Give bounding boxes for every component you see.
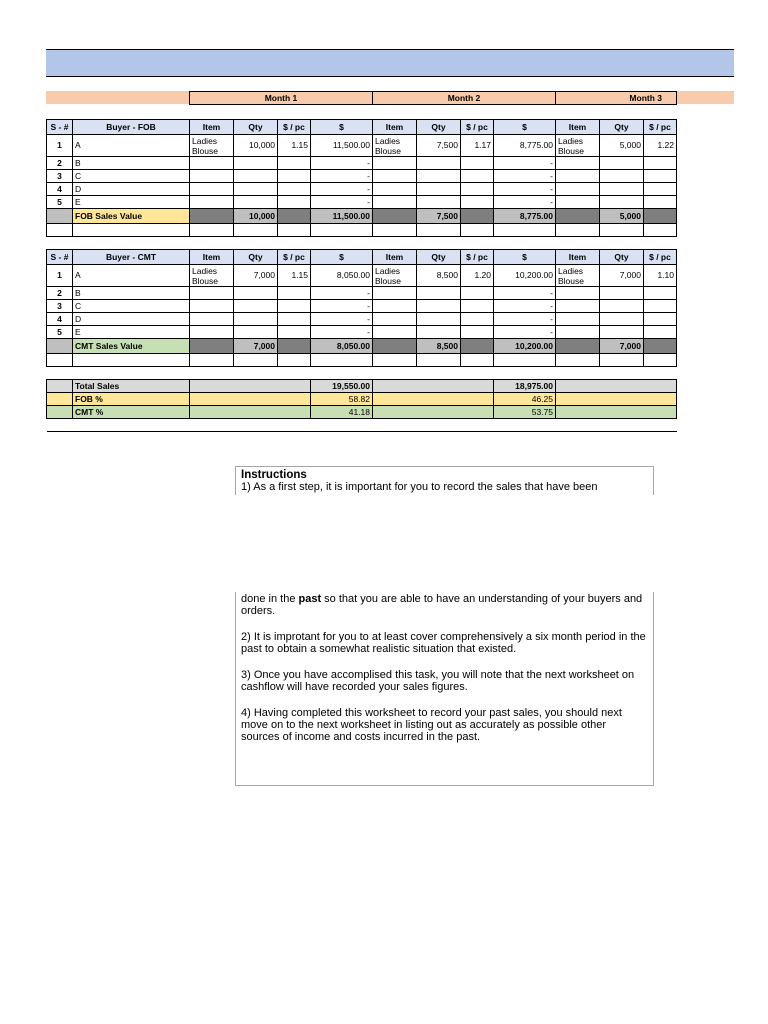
cell[interactable]: 1.17: [461, 135, 494, 157]
cell[interactable]: 7,500: [417, 135, 461, 157]
cell[interactable]: D: [73, 313, 190, 326]
cell[interactable]: 8,775.00: [494, 209, 556, 224]
cell[interactable]: 4: [47, 183, 73, 196]
table-row: [47, 196, 677, 209]
cell[interactable]: Ladies Blouse: [190, 135, 234, 157]
col-header[interactable]: $ / pc: [278, 120, 311, 135]
cell[interactable]: B: [73, 287, 190, 300]
cell[interactable]: -: [311, 300, 373, 313]
col-header[interactable]: Qty: [234, 250, 278, 265]
cell[interactable]: 1: [47, 265, 73, 287]
cell[interactable]: 2: [47, 287, 73, 300]
cell[interactable]: 5,000: [600, 135, 644, 157]
cell[interactable]: 58.82: [311, 393, 373, 406]
cell[interactable]: 41.18: [311, 406, 373, 419]
cell[interactable]: 5,000: [600, 209, 644, 224]
fob-header-row: [47, 120, 677, 135]
cell[interactable]: -: [494, 170, 556, 183]
instruction-step-3: 3) Once you have accomplised this task, you will note that the next worksheet on cashflow will have recorded your sales figures.: [241, 669, 635, 693]
col-header[interactable]: Item: [373, 120, 417, 135]
col-header[interactable]: Qty: [234, 120, 278, 135]
instructions-textbox[interactable]: [235, 466, 654, 786]
cell[interactable]: Ladies Blouse: [556, 135, 600, 157]
cell[interactable]: -: [311, 287, 373, 300]
cmt-sales-value-label[interactable]: CMT Sales Value: [73, 339, 190, 354]
cell[interactable]: E: [73, 196, 190, 209]
col-header[interactable]: $ / pc: [461, 250, 494, 265]
cell[interactable]: 8,500: [417, 339, 461, 354]
col-header[interactable]: S - #: [47, 250, 73, 265]
cell[interactable]: -: [494, 300, 556, 313]
month-header-row: [47, 92, 677, 105]
fob-pct-row: [47, 393, 677, 406]
cell[interactable]: 8,050.00: [311, 265, 373, 287]
cmt-pct-label[interactable]: CMT %: [73, 406, 190, 419]
fob-sales-value-label[interactable]: FOB Sales Value: [73, 209, 190, 224]
col-header[interactable]: Item: [190, 120, 234, 135]
col-header[interactable]: Item: [373, 250, 417, 265]
cell[interactable]: 46.25: [494, 393, 556, 406]
cell[interactable]: Ladies Blouse: [556, 265, 600, 287]
cell[interactable]: B: [73, 157, 190, 170]
cell[interactable]: A: [73, 135, 190, 157]
col-header[interactable]: Buyer - FOB: [73, 120, 190, 135]
cell[interactable]: 8,500: [417, 265, 461, 287]
table-row: [47, 265, 677, 287]
col-header[interactable]: $ / pc: [644, 120, 677, 135]
col-header[interactable]: $: [311, 120, 373, 135]
col-header[interactable]: $ / pc: [644, 250, 677, 265]
cell[interactable]: 7,500: [417, 209, 461, 224]
col-header[interactable]: S - #: [47, 120, 73, 135]
cell[interactable]: C: [73, 300, 190, 313]
table-row: [47, 135, 677, 157]
month-3-header: Month 3: [556, 92, 677, 105]
cell[interactable]: 7,000: [234, 265, 278, 287]
cell[interactable]: 3: [47, 170, 73, 183]
col-header[interactable]: Qty: [417, 120, 461, 135]
cell[interactable]: 11,500.00: [311, 135, 373, 157]
cell[interactable]: 10,200.00: [494, 265, 556, 287]
col-header[interactable]: Buyer - CMT: [73, 250, 190, 265]
cell[interactable]: 1.22: [644, 135, 677, 157]
col-header[interactable]: Item: [556, 120, 600, 135]
cell[interactable]: 11,500.00: [311, 209, 373, 224]
col-header[interactable]: $: [494, 250, 556, 265]
cell[interactable]: -: [494, 326, 556, 339]
cell[interactable]: 1: [47, 135, 73, 157]
table-row: [47, 313, 677, 326]
cell[interactable]: 19,550.00: [311, 380, 373, 393]
total-sales-label[interactable]: Total Sales: [73, 380, 190, 393]
cell[interactable]: -: [311, 157, 373, 170]
table-row: [47, 300, 677, 313]
col-header[interactable]: Qty: [600, 120, 644, 135]
cell[interactable]: D: [73, 183, 190, 196]
table-row: [47, 170, 677, 183]
cell[interactable]: -: [311, 313, 373, 326]
instruction-step-2: 2) It is improtant for you to at least cover comprehensively a six month period in the past to obtain a somewhat realistic situation that existed.: [241, 631, 646, 655]
fob-pct-label[interactable]: FOB %: [73, 393, 190, 406]
cell[interactable]: 10,000: [234, 135, 278, 157]
month-1-header: Month 1: [190, 92, 373, 105]
instruction-line-1: 1) As a first step, it is important for you to record the sales that have been: [241, 481, 598, 493]
cell[interactable]: -: [311, 196, 373, 209]
cmt-total-row: [47, 339, 677, 354]
cell[interactable]: 7,000: [234, 339, 278, 354]
month-2-header: Month 2: [373, 92, 556, 105]
cell[interactable]: A: [73, 265, 190, 287]
cell[interactable]: Ladies Blouse: [373, 135, 417, 157]
cell[interactable]: -: [494, 287, 556, 300]
col-header[interactable]: Qty: [417, 250, 461, 265]
cell[interactable]: -: [311, 170, 373, 183]
cell[interactable]: E: [73, 326, 190, 339]
cell[interactable]: 18,975.00: [494, 380, 556, 393]
cell[interactable]: 7,000: [600, 265, 644, 287]
table-row: [47, 287, 677, 300]
cell[interactable]: 5: [47, 326, 73, 339]
cell[interactable]: C: [73, 170, 190, 183]
instructions-title: Instructions: [241, 469, 307, 481]
col-header[interactable]: Item: [556, 250, 600, 265]
cell[interactable]: Ladies Blouse: [190, 265, 234, 287]
col-header[interactable]: Item: [190, 250, 234, 265]
cmt-header-row: [47, 250, 677, 265]
col-header[interactable]: Qty: [600, 250, 644, 265]
cell[interactable]: -: [494, 313, 556, 326]
instruction-step-1-cont: done in the past so that you are able to have an understanding of your buyers and orders.: [241, 593, 643, 617]
cell[interactable]: 2: [47, 157, 73, 170]
fob-total-row: [47, 209, 677, 224]
cell[interactable]: 8,775.00: [494, 135, 556, 157]
table-row: [47, 157, 677, 170]
col-header[interactable]: $ / pc: [278, 250, 311, 265]
cell[interactable]: 7,000: [600, 339, 644, 354]
table-row: [47, 183, 677, 196]
col-header[interactable]: $: [311, 250, 373, 265]
instruction-step-4: 4) Having completed this worksheet to record your past sales, you should next move on to the next worksheet in listing out as accurately as possible other sources of income and costs incurred in the past.: [241, 707, 622, 743]
cell[interactable]: -: [311, 326, 373, 339]
cell[interactable]: 3: [47, 300, 73, 313]
cell[interactable]: 4: [47, 313, 73, 326]
table-row: [47, 326, 677, 339]
cell[interactable]: 1.20: [461, 265, 494, 287]
cell[interactable]: 5: [47, 196, 73, 209]
cell[interactable]: 53.75: [494, 406, 556, 419]
cell[interactable]: -: [311, 183, 373, 196]
col-header[interactable]: $: [494, 120, 556, 135]
cell[interactable]: 1.15: [278, 135, 311, 157]
cell[interactable]: -: [494, 183, 556, 196]
cell[interactable]: 8,050.00: [311, 339, 373, 354]
sales-worksheet-grid: [46, 91, 677, 432]
cell[interactable]: -: [494, 157, 556, 170]
cell[interactable]: -: [494, 196, 556, 209]
cmt-pct-row: [47, 406, 677, 419]
cell[interactable]: 10,200.00: [494, 339, 556, 354]
title-band: [46, 49, 734, 77]
col-header[interactable]: $ / pc: [461, 120, 494, 135]
cell[interactable]: Ladies Blouse: [373, 265, 417, 287]
cell[interactable]: 1.10: [644, 265, 677, 287]
cell[interactable]: 10,000: [234, 209, 278, 224]
total-sales-row: [47, 380, 677, 393]
cell[interactable]: 1.15: [278, 265, 311, 287]
